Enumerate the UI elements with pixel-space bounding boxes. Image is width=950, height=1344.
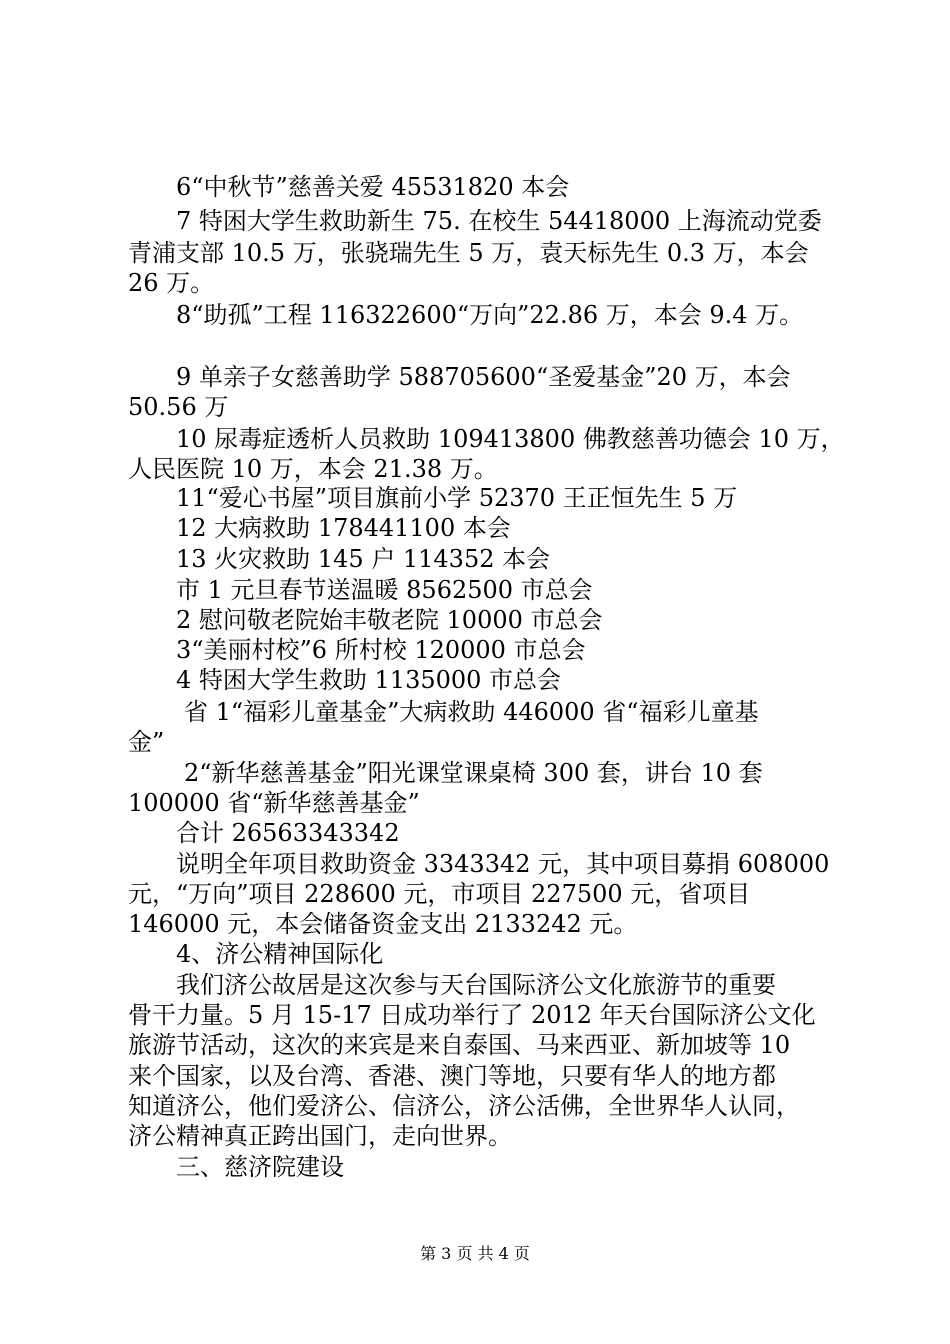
text-line: 9 单亲子女慈善助学 588705600“圣爱基金”20 万，本会 <box>176 363 791 391</box>
text-line: 旅游节活动，这次的来宾是来自泰国、马来西亚、新加坡等 10 <box>128 1031 791 1059</box>
text-line: 骨干力量。5 月 15-17 日成功举行了 2012 年天台国际济公文化 <box>128 1001 816 1029</box>
text-line: 3“美丽村校”6 所村校 120000 市总会 <box>176 636 586 664</box>
page-number-footer: 第 3 页 共 4 页 <box>420 1244 530 1263</box>
text-line: 我们济公故居是这次参与天台国际济公文化旅游节的重要 <box>176 971 776 999</box>
text-line: 市 1 元旦春节送温暖 8562500 市总会 <box>176 576 593 604</box>
text-line: 2 慰问敬老院始丰敬老院 10000 市总会 <box>176 606 603 634</box>
section-heading: 4、济公精神国际化 <box>176 940 384 968</box>
text-line: 来个国家，以及台湾、香港、澳门等地，只要有华人的地方都 <box>128 1062 776 1090</box>
text-line: 12 大病救助 178441100 本会 <box>176 514 511 542</box>
text-line: 11“爱心书屋”项目旗前小学 52370 王正恒先生 5 万 <box>176 484 738 512</box>
text-line: 青浦支部 10.5 万，张骁瑞先生 5 万，袁天标先生 0.3 万，本会 <box>128 239 809 267</box>
text-line: 26 万。 <box>128 269 215 297</box>
text-line: 50.56 万 <box>128 393 229 421</box>
text-line: 146000 元，本会储备资金支出 2133242 元。 <box>128 910 638 938</box>
text-line: 知道济公，他们爱济公、信济公，济公活佛，全世界华人认同， <box>128 1092 800 1120</box>
text-line: 说明全年项目救助资金 3343342 元，其中项目募捐 608000 <box>176 850 830 878</box>
text-line: 省 1“福彩儿童基金”大病救助 446000 省“福彩儿童基 <box>184 698 759 726</box>
text-line: 10 尿毒症透析人员救助 109413800 佛教慈善功德会 10 万， <box>176 425 845 453</box>
text-line: 合计 26563343342 <box>176 819 400 847</box>
text-line: 4 特困大学生救助 1135000 市总会 <box>176 666 562 694</box>
text-line: 100000 省“新华慈善基金” <box>128 789 420 817</box>
text-line: 6“中秋节”慈善关爱 45531820 本会 <box>176 173 570 201</box>
text-line: 2“新华慈善基金”阳光课堂课桌椅 300 套，讲台 10 套 <box>184 759 763 787</box>
text-line: 济公精神真正跨出国门，走向世界。 <box>128 1122 512 1150</box>
text-line: 13 火灾救助 145 户 114352 本会 <box>176 545 551 573</box>
section-heading: 三、慈济院建设 <box>176 1153 344 1181</box>
text-line: 元，“万向”项目 228600 元，市项目 227500 元，省项目 <box>128 880 751 908</box>
text-line: 7 特困大学生救助新生 75. 在校生 54418000 上海流动党委 <box>176 207 822 235</box>
text-line: 人民医院 10 万，本会 21.38 万。 <box>128 455 498 483</box>
text-line: 金” <box>128 728 165 756</box>
text-line: 8“助孤”工程 116322600“万向”22.86 万，本会 9.4 万。 <box>176 301 804 329</box>
